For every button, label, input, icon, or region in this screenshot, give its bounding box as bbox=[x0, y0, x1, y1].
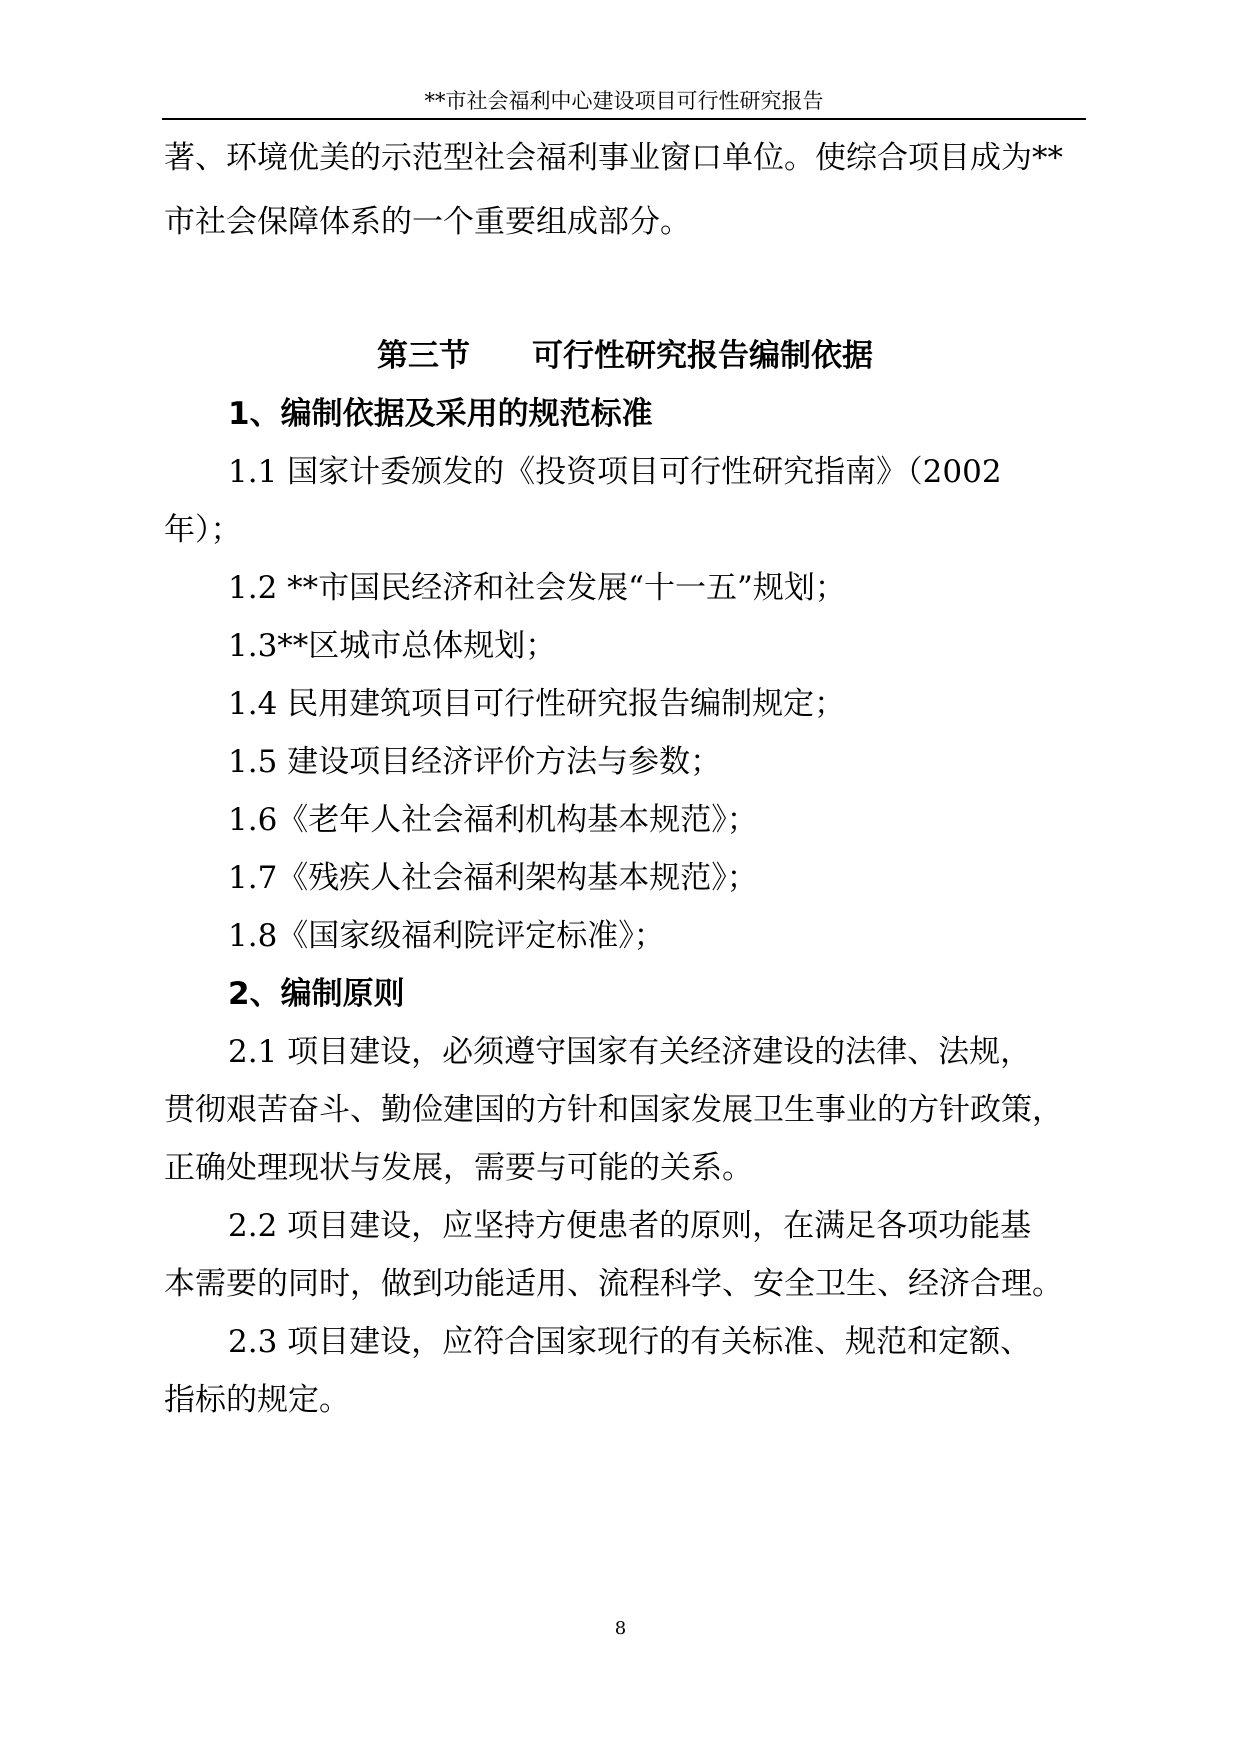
basis-item-1-2: 1.2 **市国民经济和社会发展“十一五”规划； bbox=[228, 570, 846, 606]
basis-item-1-5: 1.5 建设项目经济评价方法与参数； bbox=[228, 744, 722, 780]
basis-item-1-6: 1.6《老年人社会福利机构基本规范》； bbox=[228, 802, 758, 838]
basis-item-1-3: 1.3**区城市总体规划； bbox=[228, 628, 557, 664]
basis-item-1-1-cont: 年）； bbox=[164, 512, 242, 548]
intro-line-2: 市社会保障体系的一个重要组成部分。 bbox=[164, 204, 691, 240]
intro-line-1: 著、环境优美的示范型社会福利事业窗口单位。使综合项目成为** bbox=[164, 140, 1063, 176]
page-number: 8 bbox=[614, 1618, 627, 1639]
basis-item-1-1: 1.1 国家计委颁发的《投资项目可行性研究指南》（2002 bbox=[228, 454, 1002, 490]
principle-2-1-line-3: 正确处理现状与发展，需要与可能的关系。 bbox=[164, 1150, 753, 1186]
principle-2-1-line-1: 2.1 项目建设，必须遵守国家有关经济建设的法律、法规， bbox=[228, 1034, 1032, 1070]
principle-2-3-line-2: 指标的规定。 bbox=[164, 1382, 350, 1418]
principle-2-1-line-2: 贯彻艰苦奋斗、勤俭建国的方针和国家发展卫生事业的方针政策， bbox=[164, 1092, 1063, 1128]
section-title: 第三节 可行性研究报告编制依据 bbox=[377, 338, 873, 374]
basis-item-1-7: 1.7《残疾人社会福利架构基本规范》； bbox=[228, 860, 758, 896]
sub-heading-principles: 2、编制原则 bbox=[228, 976, 405, 1012]
sub-heading-basis: 1、编制依据及采用的规范标准 bbox=[228, 396, 653, 432]
principle-2-3-line-1: 2.3 项目建设，应符合国家现行的有关标准、规范和定额、 bbox=[228, 1324, 1032, 1360]
basis-item-1-8: 1.8《国家级福利院评定标准》； bbox=[228, 918, 665, 954]
page-header: **市社会福利中心建设项目可行性研究报告 bbox=[162, 86, 1086, 120]
basis-item-1-4: 1.4 民用建筑项目可行性研究报告编制规定； bbox=[228, 686, 846, 722]
principle-2-2-line-1: 2.2 项目建设，应坚持方便患者的原则，在满足各项功能基 bbox=[228, 1208, 1032, 1244]
principle-2-2-line-2: 本需要的同时，做到功能适用、流程科学、安全卫生、经济合理。 bbox=[164, 1266, 1063, 1302]
